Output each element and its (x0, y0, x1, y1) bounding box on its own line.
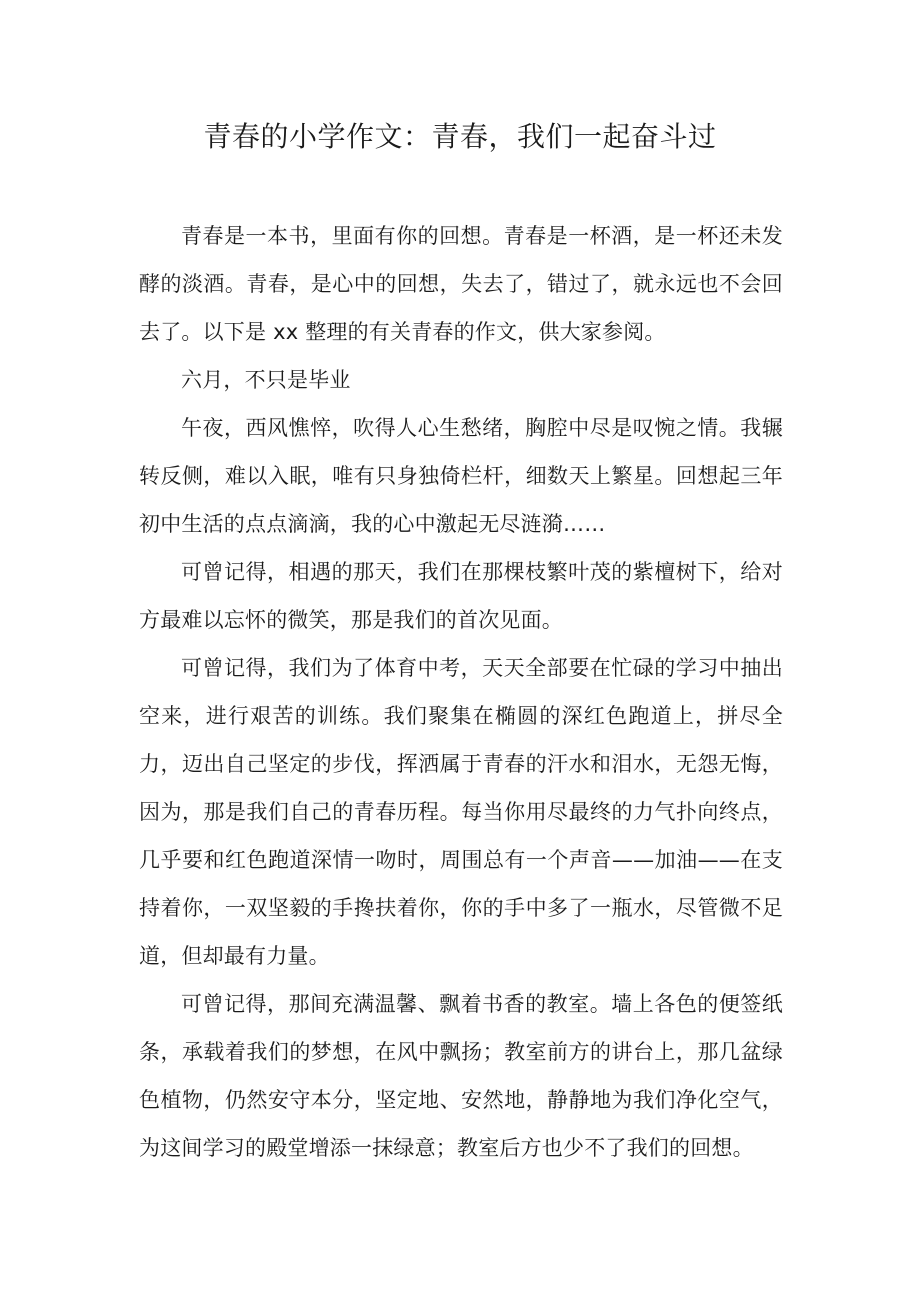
paragraph-first-meeting: 可曾记得，相遇的那天，我们在那棵枝繁叶茂的紫檀树下，给对方最难以忘怀的微笑，那是我们的首次见面。 (139, 560, 783, 632)
document-body (139, 212, 783, 1172)
paragraph-intro: 青春是一本书，里面有你的回想。青春是一杯酒，是一杯还未发酵的淡酒。青春，是心中的回想，失去了，错过了，就永远也不会回去了。以下是 xx 整理的有关青春的作文，供大家参阅。 (139, 224, 783, 344)
section-heading: 六月，不只是毕业 (181, 368, 351, 392)
paragraph-classroom: 可曾记得，那间充满温馨、飘着书香的教室。墙上各色的便签纸条，承载着我们的梦想，在风中飘扬；教室前方的讲台上，那几盆绿色植物，仍然安守本分，坚定地、安然地，静静地为我们净化空气，为这间学习的殿堂增添一抹绿意；教室后方也少不了我们的回想。 (139, 992, 783, 1160)
document-title: 青春的小学作文：青春，我们一起奋斗过 (203, 120, 717, 153)
paragraph-midnight: 午夜，西风憔悴，吹得人心生愁绪，胸腔中尽是叹惋之情。我辗转反侧，难以入眠，唯有只身独倚栏杆，细数天上繁星。回想起三年初中生活的点点滴滴，我的心中激起无尽涟漪…… (139, 416, 783, 536)
paragraph-sports-exam: 可曾记得，我们为了体育中考，天天全部要在忙碌的学习中抽出空来，进行艰苦的训练。我们聚集在椭圆的深红色跑道上，拼尽全力，迈出自己坚定的步伐，挥洒属于青春的汗水和泪水，无怨无悔，因为，那是我们自己的青春历程。每当你用尽最终的力气扑向终点，几乎要和红色跑道深情一吻时，周围总有一个声音——加油——在支持着你，一双坚毅的手搀扶着你，你的手中多了一瓶水，尽管微不足道，但却最有力量。 (139, 656, 783, 968)
